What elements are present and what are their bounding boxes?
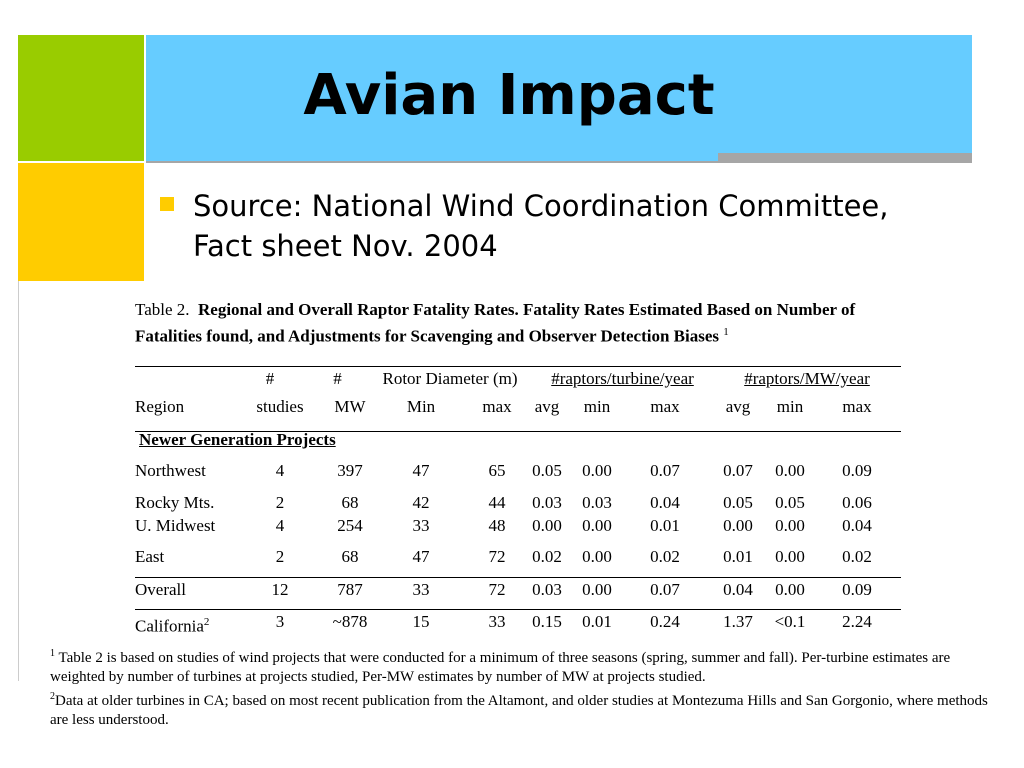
table-cell: 0.00 xyxy=(775,547,805,566)
row-label-footnote-mark: 2 xyxy=(203,616,210,628)
table-cell: 0.05 xyxy=(723,493,753,512)
table-cell: 65 xyxy=(488,461,506,480)
table-rule xyxy=(135,577,901,578)
header-col-0: Region xyxy=(135,397,185,416)
left-margin-line xyxy=(18,281,19,681)
footnote-2-mark: 2 xyxy=(50,691,55,702)
table-cell: 397 xyxy=(337,461,363,480)
section-label: Newer Generation Projects xyxy=(139,430,336,449)
table-cell: 4 xyxy=(275,516,285,535)
table-cell: 0.02 xyxy=(532,547,562,566)
header-group-3: #raptors/turbine/year xyxy=(551,369,694,388)
table-cell: 68 xyxy=(341,493,359,512)
table-cell: 33 xyxy=(412,580,430,599)
table-caption xyxy=(135,299,915,348)
table-rule xyxy=(135,609,901,610)
table-row-label: Rocky Mts. xyxy=(135,493,215,512)
table-cell: 0.24 xyxy=(650,612,680,631)
table-cell: 0.07 xyxy=(650,461,680,480)
table-cell: 0.05 xyxy=(775,493,805,512)
table-cell: 0.02 xyxy=(650,547,680,566)
table-cell: 72 xyxy=(488,580,506,599)
header-col-8: avg xyxy=(725,397,751,416)
green-accent-block xyxy=(18,35,144,161)
table-cell: 0.02 xyxy=(842,547,872,566)
table-cell: 0.00 xyxy=(582,516,612,535)
title-divider-bar xyxy=(718,153,972,162)
table-cell: 0.01 xyxy=(582,612,612,631)
table-cell: 0.09 xyxy=(842,461,872,480)
table-cell: 72 xyxy=(488,547,506,566)
table-cell: 787 xyxy=(337,580,363,599)
table-cell: 15 xyxy=(412,612,430,631)
footnote-1-text: Table 2 is based on studies of wind projects that were conducted for a minimum of three seasons (spring, summer and fall). Per-turbine estimates are weighted by number of turbines at projects studied, Per-MW estimates by number of MW at projects studied. xyxy=(50,650,951,685)
table-cell: 0.00 xyxy=(775,516,805,535)
table-cell: 2.24 xyxy=(842,612,872,631)
table-cell: 0.00 xyxy=(532,516,562,535)
table-cell: 0.03 xyxy=(582,493,612,512)
table-cell: 3 xyxy=(275,612,285,631)
table-cell: 33 xyxy=(488,612,506,631)
table-cell: 0.04 xyxy=(650,493,680,512)
table-cell: 254 xyxy=(337,516,363,535)
table-cell: 0.00 xyxy=(775,580,805,599)
header-col-7: max xyxy=(650,397,680,416)
table-cell: 0.01 xyxy=(723,547,753,566)
table-cell: 47 xyxy=(412,547,430,566)
bullet-square-icon xyxy=(160,197,174,211)
table-row-label: Northwest xyxy=(135,461,206,480)
caption-title: Regional and Overall Raptor Fatality Rates. Fatality Rates Estimated Based on Number of Fatalities found, and Adjustments for Scavenging and Observer Detection Biases xyxy=(135,300,856,346)
footnote-2-text: Data at older turbines in CA; based on most recent publication from the Altamont, and older studies at Montezuma Hills and San Gorgonio, where methods are less understood. xyxy=(50,693,988,728)
table-row-label xyxy=(135,611,235,638)
table-cell: 2 xyxy=(275,493,285,512)
header-col-5: avg xyxy=(534,397,560,416)
table-cell: 47 xyxy=(412,461,430,480)
footnotes xyxy=(50,644,1000,730)
footnote-1 xyxy=(50,644,1000,687)
table-cell: 0.03 xyxy=(532,580,562,599)
table-cell: <0.1 xyxy=(774,612,806,631)
footnote-2 xyxy=(50,687,1000,730)
table-cell: 0.07 xyxy=(723,461,753,480)
header-col-10: max xyxy=(842,397,872,416)
table-cell: 0.00 xyxy=(775,461,805,480)
table-cell: 0.15 xyxy=(532,612,562,631)
table-cell: 0.05 xyxy=(532,461,562,480)
table-cell: 1.37 xyxy=(723,612,753,631)
table-cell: 2 xyxy=(275,547,285,566)
footnote-1-mark: 1 xyxy=(50,648,55,659)
header-group-2: Rotor Diameter (m) xyxy=(382,369,518,388)
table-cell: 0.01 xyxy=(650,516,680,535)
header-col-4: max xyxy=(482,397,512,416)
header-col-1: studies xyxy=(256,397,304,416)
source-bullet-text: Source: National Wind Coordination Committee, Fact sheet Nov. 2004 xyxy=(193,189,889,263)
table-row-label: U. Midwest xyxy=(135,516,216,535)
header-col-3: Min xyxy=(406,397,436,416)
table-cell: 68 xyxy=(341,547,359,566)
caption-label: Table 2. xyxy=(135,300,190,319)
slide-title: Avian Impact xyxy=(303,63,715,128)
header-group-4: #raptors/MW/year xyxy=(744,369,870,388)
header-group-0: # xyxy=(265,369,275,388)
table-row-label: Overall xyxy=(135,580,186,599)
table-rule xyxy=(135,366,901,367)
header-group-1: # xyxy=(333,369,342,388)
table-cell: 0.06 xyxy=(842,493,872,512)
row-label-text: California xyxy=(135,616,204,636)
yellow-accent-block xyxy=(18,163,144,281)
table-cell: ~878 xyxy=(332,612,368,631)
table-cell: 44 xyxy=(488,493,506,512)
header-col-2: MW xyxy=(334,397,366,416)
table-cell: 33 xyxy=(412,516,430,535)
table-cell: 0.03 xyxy=(532,493,562,512)
table-cell: 4 xyxy=(275,461,285,480)
table-cell: 0.00 xyxy=(582,461,612,480)
table-cell: 0.00 xyxy=(582,547,612,566)
table-cell: 0.09 xyxy=(842,580,872,599)
table-cell: 42 xyxy=(412,493,430,512)
table-cell: 0.04 xyxy=(842,516,872,535)
caption-footnote-mark: 1 xyxy=(723,326,729,338)
table-cell: 0.00 xyxy=(723,516,753,535)
table-cell: 0.04 xyxy=(723,580,753,599)
table-cell: 0.07 xyxy=(650,580,680,599)
header-col-9: min xyxy=(776,397,804,416)
header-col-6: min xyxy=(583,397,611,416)
table-cell: 0.00 xyxy=(582,580,612,599)
table-cell: 48 xyxy=(488,516,506,535)
table-cell: 12 xyxy=(271,580,289,599)
table-row-label: East xyxy=(135,547,165,566)
